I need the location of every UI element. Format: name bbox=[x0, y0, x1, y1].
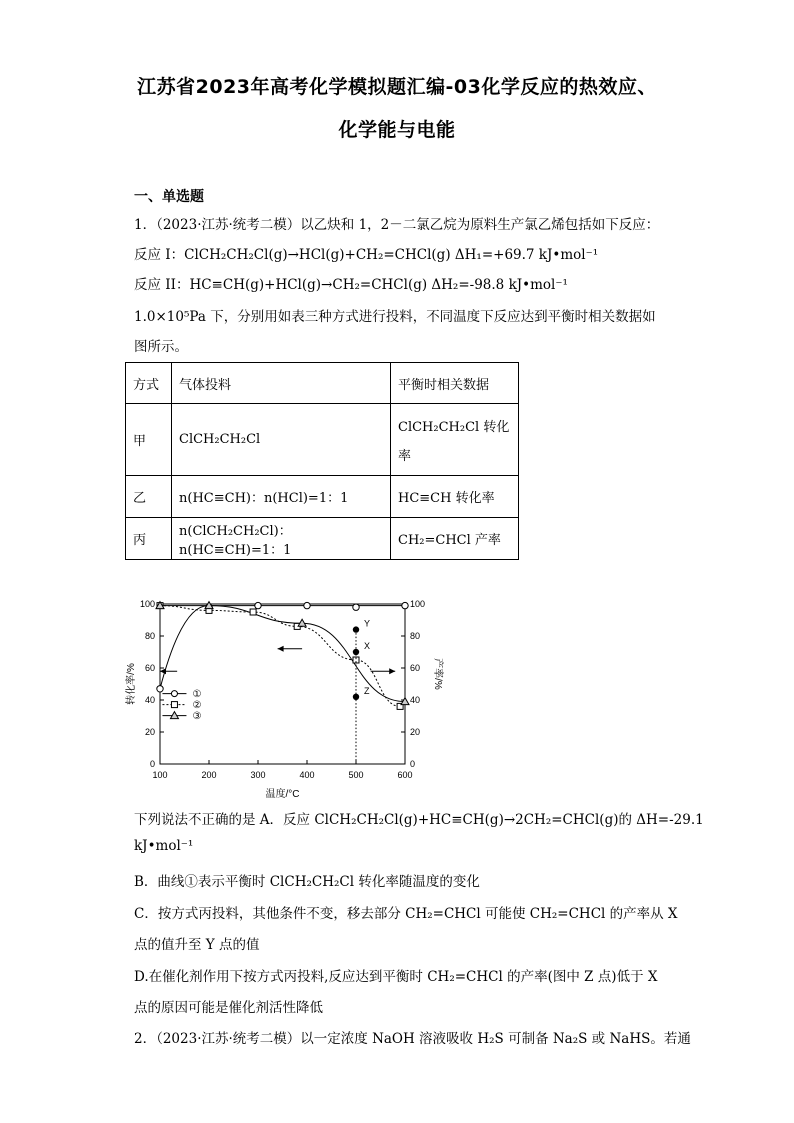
series-1-point bbox=[304, 602, 310, 608]
point-label-y: Y bbox=[364, 618, 371, 629]
page-title-line2: 化学能与电能 bbox=[338, 119, 456, 141]
section-heading: 一、单选题 bbox=[134, 189, 204, 205]
y-tick-label-right: 80 bbox=[410, 631, 421, 641]
table-cell-data-line: 率 bbox=[398, 448, 412, 464]
series-1-point bbox=[157, 686, 163, 692]
y-axis-label-right: 产率/% bbox=[432, 658, 443, 690]
arrow-right-axis-head bbox=[389, 668, 395, 674]
table-row bbox=[126, 404, 519, 476]
option-b: B．曲线①表示平衡时 ClCH₂CH₂Cl 转化率随温度的变化 bbox=[134, 874, 480, 890]
point-label-x: X bbox=[364, 641, 371, 651]
table-cell-mode: 甲 bbox=[126, 404, 172, 476]
legend-label-2: ② bbox=[192, 700, 202, 712]
point-y bbox=[353, 626, 359, 632]
y-tick-label-left: 60 bbox=[144, 663, 155, 673]
x-axis-label: 温度/°C bbox=[265, 789, 300, 800]
table-header-cell: 气体投料 bbox=[172, 363, 391, 404]
series-1-point bbox=[255, 602, 261, 608]
table-cell-data: CH₂=CHCl 产率 bbox=[391, 518, 519, 560]
y-tick-label-left: 20 bbox=[144, 727, 155, 737]
condition-line-2: 图所示。 bbox=[134, 339, 188, 355]
y-tick-label-right: 40 bbox=[410, 695, 421, 705]
table-header-row bbox=[126, 363, 519, 404]
table-cell-feed: n(ClCH₂CH₂Cl)：n(HC≡CH)=1：1 bbox=[172, 518, 391, 560]
series-2-point bbox=[250, 609, 256, 615]
page-title-line1: 江苏省2023年高考化学模拟题汇编-03化学反应的热效应、 bbox=[137, 76, 657, 98]
y-tick-label-right: 20 bbox=[410, 727, 421, 737]
y-tick-label-left: 0 bbox=[149, 759, 155, 769]
table-row bbox=[126, 518, 519, 560]
table-cell-mode: 乙 bbox=[126, 476, 172, 518]
table-header-cell: 方式 bbox=[126, 363, 172, 404]
question-2-stem: 2．（2023·江苏·统考二模）以一定浓度 NaOH 溶液吸收 H₂S 可制备 Na₂S 或 NaHS。若通 bbox=[134, 1031, 691, 1047]
table-cell-feed: n(HC≡CH)：n(HCl)=1：1 bbox=[172, 476, 391, 518]
arrow-middle-head bbox=[278, 646, 284, 652]
question-1-prompt-unit: kJ•mol⁻¹ bbox=[134, 838, 194, 854]
table-cell-data bbox=[391, 404, 519, 476]
y-tick-label-left: 40 bbox=[144, 695, 155, 705]
x-tick-label: 200 bbox=[201, 770, 217, 780]
condition-line-1: 1.0×10⁵Pa 下，分别用如表三种方式进行投料，不同温度下反应达到平衡时相关数据如 bbox=[134, 309, 656, 325]
y-tick-label-right: 100 bbox=[410, 599, 426, 609]
table-row bbox=[126, 476, 519, 518]
question-1-prompt: 下列说法不正确的是 A．反应 ClCH₂CH₂Cl(g)+HC≡CH(g)→2CH₂=CHCl(g)的 ΔH=-29.1 bbox=[134, 812, 704, 828]
x-tick-label: 600 bbox=[397, 770, 413, 780]
chart-plot-area bbox=[124, 599, 445, 800]
series-1-point bbox=[402, 602, 408, 608]
table-header-cell: 平衡时相关数据 bbox=[391, 363, 519, 404]
series-1-point bbox=[353, 604, 359, 610]
table-cell-data: HC≡CH 转化率 bbox=[391, 476, 519, 518]
option-d-line1: D.在催化剂作用下按方式丙投料,反应达到平衡时 CH₂=CHCl 的产率(图中 Z 点)低于 X bbox=[134, 969, 658, 985]
series-1-curve bbox=[160, 606, 209, 689]
legend-marker-2 bbox=[171, 702, 177, 708]
x-tick-label: 400 bbox=[299, 770, 315, 780]
table-cell-feed: ClCH₂CH₂Cl bbox=[172, 404, 391, 476]
legend-label-3: ③ bbox=[192, 711, 202, 723]
x-tick-label: 500 bbox=[348, 770, 364, 780]
y-tick-label-left: 100 bbox=[139, 599, 155, 609]
legend-marker-1 bbox=[171, 691, 177, 697]
point-label-z: Z bbox=[364, 685, 370, 696]
table-cell-mode: 丙 bbox=[126, 518, 172, 560]
x-tick-label: 100 bbox=[152, 770, 168, 780]
option-c-line1: C．按方式丙投料，其他条件不变，移去部分 CH₂=CHCl 可能使 CH₂=CHCl 的产率从 X bbox=[134, 906, 678, 922]
y-axis-label-left: 转化率/% bbox=[126, 663, 137, 705]
legend-marker-3 bbox=[170, 712, 178, 719]
y-tick-label-right: 60 bbox=[410, 663, 421, 673]
reaction-2: 反应 II：HC≡CH(g)+HCl(g)→CH₂=CHCl(g) ΔH₂=-98.8 kJ•mol⁻¹ bbox=[134, 277, 568, 293]
point-z bbox=[353, 694, 359, 700]
y-tick-label-right: 0 bbox=[410, 759, 416, 769]
y-tick-label-left: 80 bbox=[144, 631, 155, 641]
arrow-left-axis-head bbox=[160, 668, 166, 674]
feed-table bbox=[125, 362, 519, 560]
legend-label-1: ① bbox=[192, 689, 202, 701]
point-x bbox=[353, 649, 359, 655]
x-tick-label: 300 bbox=[250, 770, 266, 780]
table-cell-data-line: ClCH₂CH₂Cl 转化 bbox=[398, 419, 510, 435]
option-c-line2: 点的值升至 Y 点的值 bbox=[134, 937, 260, 953]
question-1-stem: 1．（2023·江苏·统考二模）以乙炔和 1，2－二氯乙烷为原料生产氯乙烯包括如下反应： bbox=[134, 217, 660, 233]
option-d-line2: 点的原因可能是催化剂活性降低 bbox=[134, 1000, 323, 1016]
reaction-1: 反应 I：ClCH₂CH₂Cl(g)→HCl(g)+CH₂=CHCl(g) ΔH₁=+69.7 kJ•mol⁻¹ bbox=[134, 247, 599, 263]
equilibrium-chart bbox=[120, 592, 450, 802]
